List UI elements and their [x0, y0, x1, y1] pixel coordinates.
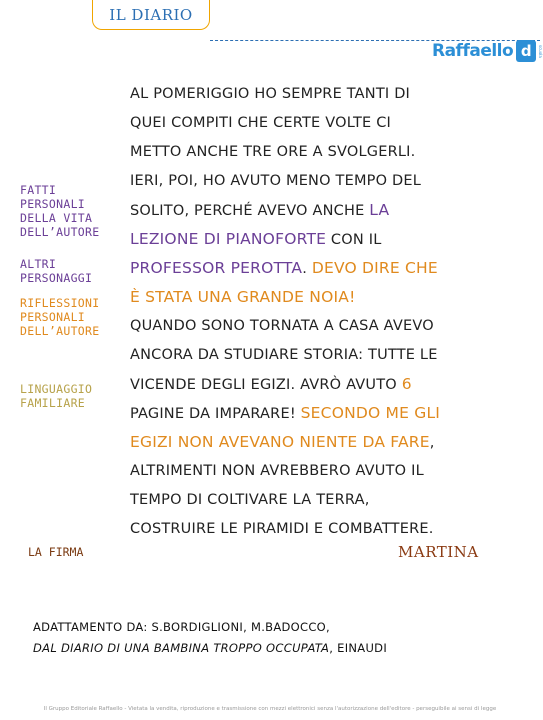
side-label-line: LINGUAGGIO	[20, 382, 93, 396]
label-fatti-personali	[20, 183, 99, 239]
text-segment: .	[302, 261, 312, 277]
text-line	[130, 515, 530, 544]
highlight-reflection: EGIZI NON AVEVANO NIENTE DA FARE	[130, 433, 430, 451]
text-segment: QUEI COMPITI CHE CERTE VOLTE CI	[130, 115, 392, 131]
text-segment: TEMPO DI COLTIVARE LA TERRA,	[130, 492, 370, 508]
footer-copyright: Il Gruppo Editoriale Raffaello - Vietata la vendita, riproduzione e trasmissione con mezzi elettronici senza l'autorizzazione dell'editore - perseguibile ai sensi di legge	[43, 706, 497, 712]
highlight-reflection: 6	[401, 375, 412, 393]
page-title: IL DIARIO	[109, 6, 193, 24]
publisher-logo	[432, 40, 543, 62]
label-linguaggio-familiare	[20, 382, 92, 410]
label-riflessioni-personali	[20, 296, 99, 338]
text-segment: SOLITO, PERCHÉ AVEVO ANCHE	[130, 203, 370, 219]
header-tab	[92, 0, 210, 30]
text-segment: QUANDO SONO TORNATA A CASA AVEVO	[130, 318, 434, 334]
text-segment: IERI, POI, HO AVUTO MENO TEMPO DEL	[130, 173, 422, 189]
text-line	[130, 341, 530, 370]
text-segment: PAGINE DA IMPARARE!	[130, 406, 301, 422]
logo-small-text: scuola	[538, 44, 543, 58]
text-line	[130, 370, 530, 399]
text-line	[130, 138, 530, 167]
text-segment: ANCORA DA STUDIARE STORIA: TUTTE LE	[130, 347, 438, 363]
text-line	[130, 196, 530, 225]
logo-brand: Raffaello	[432, 41, 514, 61]
text-line	[130, 457, 530, 486]
highlight-person: LEZIONE DI PIANOFORTE	[130, 230, 327, 248]
text-line	[130, 283, 530, 312]
highlight-person: PROFESSOR PEROTTA	[130, 259, 303, 277]
text-line	[130, 312, 530, 341]
text-line	[130, 428, 530, 457]
text-segment: COSTRUIRE LE PIRAMIDI E COMBATTERE.	[130, 521, 434, 537]
side-label-line: PERSONALI	[20, 310, 86, 324]
signature-name: MARTINA	[398, 543, 479, 561]
text-line	[130, 254, 530, 283]
label-altri-personaggi	[20, 257, 92, 285]
text-segment: ALTRIMENTI NON AVREBBERO AVUTO IL	[130, 463, 424, 479]
text-segment: AL POMERIGGIO HO SEMPRE TANTI DI	[130, 86, 411, 102]
text-line	[130, 167, 530, 196]
side-label-line: DELLA VITA	[20, 211, 93, 225]
highlight-reflection: SECONDO ME GLI	[300, 404, 441, 422]
text-line	[130, 399, 530, 428]
highlight-person: LA	[369, 201, 390, 219]
text-segment: METTO ANCHE TRE ORE A SVOLGERLI.	[130, 144, 416, 160]
side-label-line: DELL’AUTORE	[20, 225, 100, 239]
credit-line-1: ADATTAMENTO DA: S.BORDIGLIONI, M.BADOCCO,	[33, 620, 330, 634]
credit-publisher: , EINAUDI	[329, 641, 388, 655]
side-label-line: PERSONAGGI	[20, 271, 93, 285]
text-line	[130, 80, 530, 109]
text-line	[130, 109, 530, 138]
highlight-reflection: DEVO DIRE CHE	[311, 259, 438, 277]
diary-text	[130, 80, 530, 544]
highlight-reflection: È STATA UNA GRANDE NOIA!	[130, 288, 356, 306]
side-label-line: ALTRI	[20, 257, 57, 271]
side-label-line: DELL’AUTORE	[20, 324, 100, 338]
side-label-line: FAMILIARE	[20, 396, 86, 410]
text-segment: CON IL	[326, 232, 382, 248]
side-label-line: FATTI	[20, 183, 57, 197]
label-firma: LA FIRMA	[28, 545, 84, 559]
credit-line-2	[33, 641, 387, 655]
text-line	[130, 486, 530, 515]
side-label-line: RIFLESSIONI	[20, 296, 100, 310]
side-label-line: PERSONALI	[20, 197, 86, 211]
text-segment: VICENDE DEGLI EGIZI. AVRÒ AVUTO	[130, 377, 402, 393]
logo-letter: d	[516, 40, 536, 62]
text-segment: ,	[429, 435, 435, 451]
credit-book-title: DAL DIARIO DI UNA BAMBINA TROPPO OCCUPATA	[33, 641, 330, 655]
text-line	[130, 225, 530, 254]
